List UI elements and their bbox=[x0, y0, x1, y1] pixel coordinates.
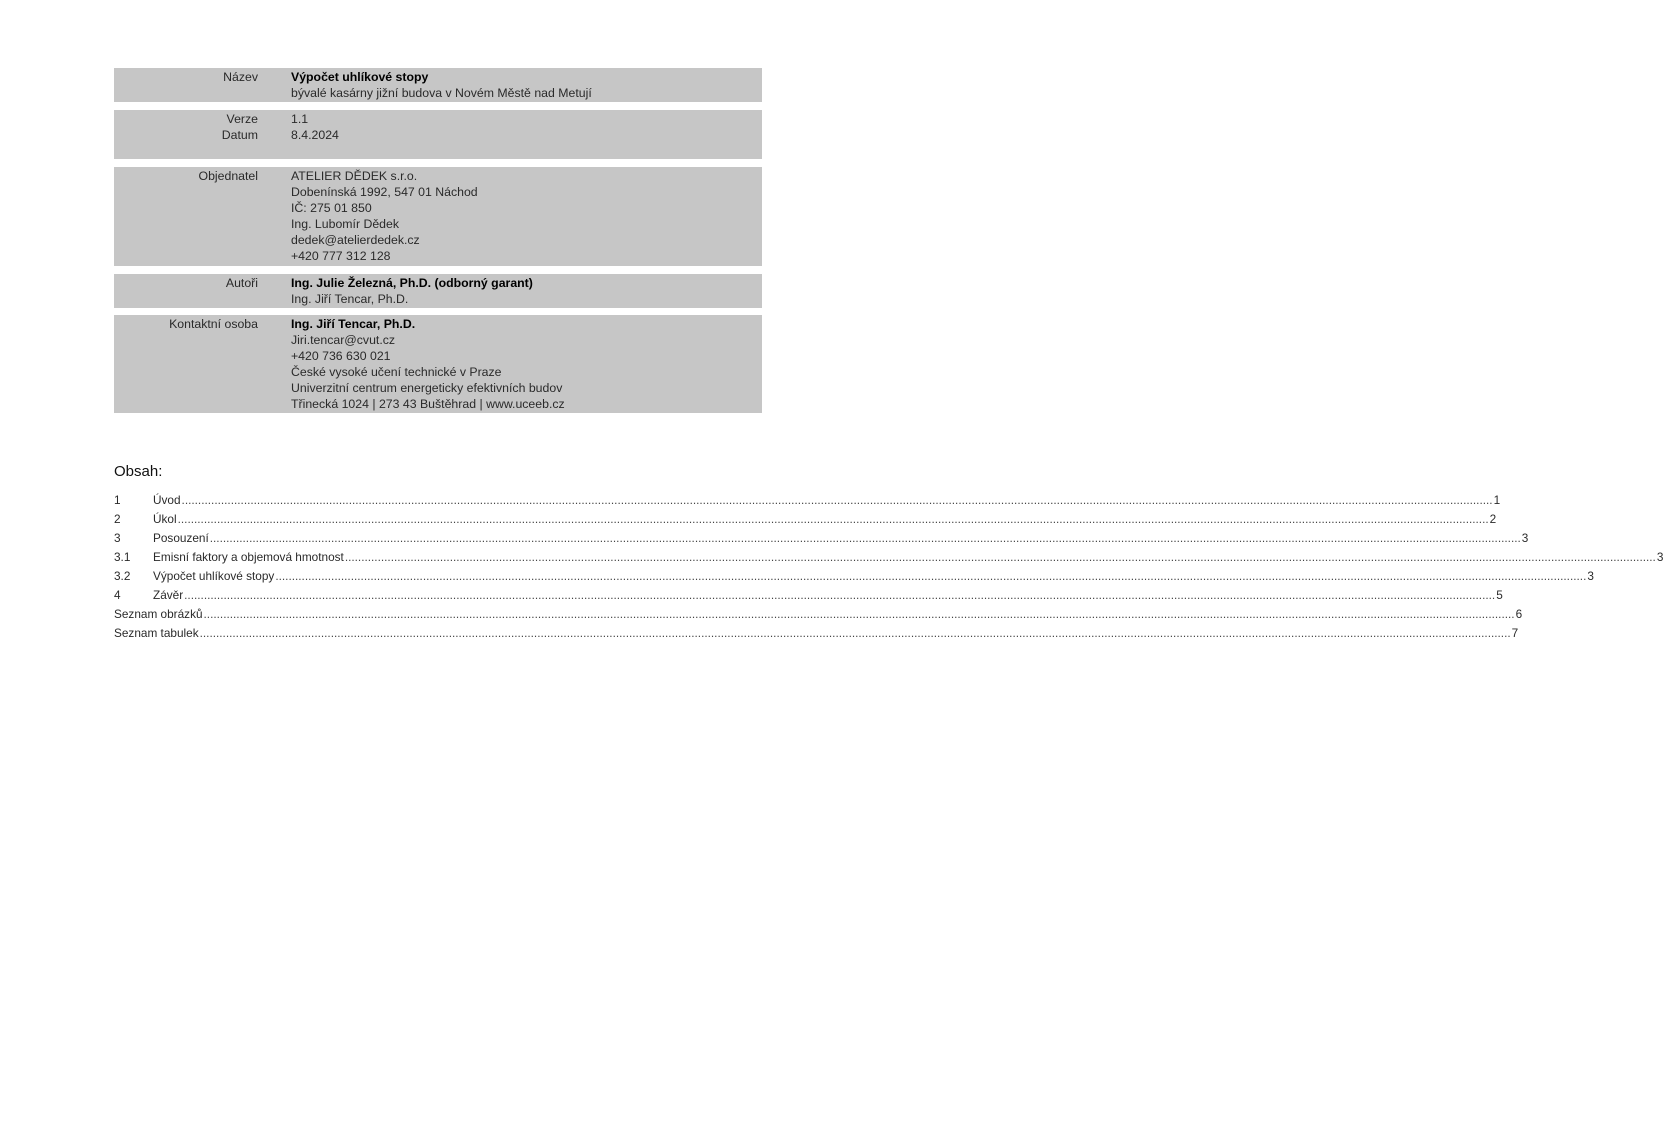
field-value: 8.4.2024 bbox=[291, 128, 339, 142]
toc-entry[interactable] bbox=[114, 588, 1503, 607]
toc-entry-title: Úvod bbox=[153, 493, 181, 507]
toc-leader-dots: ................................................................................................................................................................................................................................................................................................................................................................................................................ bbox=[209, 531, 1521, 545]
toc-entry-title: Výpočet uhlíkové stopy bbox=[153, 569, 275, 583]
field-value: Třinecká 1024 | 273 43 Buštěhrad | www.uceeb.cz bbox=[291, 397, 565, 411]
toc-entry-page: 2 bbox=[1489, 512, 1497, 526]
version-block bbox=[114, 110, 762, 159]
info-row bbox=[114, 348, 762, 364]
toc-entry-page: 1 bbox=[1493, 493, 1501, 507]
info-row bbox=[114, 85, 762, 101]
toc-leader-dots: ................................................................................................................................................................................................................................................................................................................................................................................................................ bbox=[203, 607, 1515, 621]
toc-entry-number: 4 bbox=[114, 588, 121, 602]
field-value: Dobenínská 1992, 547 01 Náchod bbox=[291, 185, 478, 199]
field-value: České vysoké učení technické v Praze bbox=[291, 365, 502, 379]
toc-entry-number: 2 bbox=[114, 512, 121, 526]
toc-leader-dots: ................................................................................................................................................................................................................................................................................................................................................................................................................ bbox=[177, 512, 1489, 526]
info-row bbox=[114, 332, 762, 348]
info-row bbox=[114, 216, 762, 232]
field-label: Datum bbox=[221, 128, 258, 142]
field-label: Název bbox=[223, 70, 258, 84]
field-value: Jiri.tencar@cvut.cz bbox=[291, 333, 396, 347]
field-label: Autoři bbox=[225, 276, 258, 290]
authors-block bbox=[114, 274, 762, 308]
client-block bbox=[114, 167, 762, 266]
field-value: dedek@atelierdedek.cz bbox=[291, 233, 420, 247]
field-value: 1.1 bbox=[291, 112, 309, 126]
info-row bbox=[114, 364, 762, 380]
title-block bbox=[114, 68, 762, 102]
info-row bbox=[114, 248, 762, 264]
toc-entry-number: 3.1 bbox=[114, 550, 131, 564]
table-of-contents bbox=[114, 493, 1663, 645]
info-row bbox=[114, 184, 762, 200]
info-row bbox=[114, 111, 762, 127]
toc-entry-title: Závěr bbox=[153, 588, 184, 602]
toc-leader-dots: ................................................................................................................................................................................................................................................................................................................................................................................................................ bbox=[344, 550, 1656, 564]
toc-entry-page: 5 bbox=[1496, 588, 1503, 602]
field-value: Ing. Lubomír Dědek bbox=[291, 217, 400, 231]
toc-title: Obsah: bbox=[114, 463, 163, 480]
info-row bbox=[114, 168, 762, 184]
info-row bbox=[114, 316, 762, 332]
toc-entry-number: 1 bbox=[114, 493, 121, 507]
toc-entry-page: 3 bbox=[1587, 569, 1594, 583]
toc-entry[interactable] bbox=[114, 512, 1497, 531]
toc-entry-page: 7 bbox=[1511, 626, 1519, 640]
field-value: IČ: 275 01 850 bbox=[291, 201, 372, 215]
field-value: Ing. Jiří Tencar, Ph.D. bbox=[291, 292, 409, 306]
field-value: Ing. Jiří Tencar, Ph.D. bbox=[291, 317, 416, 331]
field-value: +420 736 630 021 bbox=[291, 349, 391, 363]
toc-entry-page: 6 bbox=[1515, 607, 1523, 621]
field-value: Výpočet uhlíkové stopy bbox=[291, 70, 429, 84]
field-value: Univerzitní centrum energeticky efektivních budov bbox=[291, 381, 563, 395]
toc-entry-number: 3.2 bbox=[114, 569, 131, 583]
toc-entry[interactable] bbox=[114, 531, 1529, 550]
toc-entry[interactable] bbox=[114, 493, 1501, 512]
toc-entry-page: 3 bbox=[1521, 531, 1529, 545]
toc-entry-number: 3 bbox=[114, 531, 121, 545]
toc-entry[interactable] bbox=[114, 607, 1523, 626]
field-value: bývalé kasárny jižní budova v Novém Městě nad Metují bbox=[291, 86, 592, 100]
field-label: Kontaktní osoba bbox=[169, 317, 258, 331]
info-row bbox=[114, 275, 762, 291]
info-row bbox=[114, 232, 762, 248]
toc-leader-dots: ................................................................................................................................................................................................................................................................................................................................................................................................................ bbox=[275, 569, 1587, 583]
field-value: ATELIER DĚDEK s.r.o. bbox=[291, 169, 418, 183]
info-row bbox=[114, 291, 762, 307]
toc-leader-dots: ................................................................................................................................................................................................................................................................................................................................................................................................................ bbox=[181, 493, 1493, 507]
toc-entry-title: Seznam obrázků bbox=[114, 607, 203, 621]
info-row bbox=[114, 127, 762, 143]
toc-entry[interactable] bbox=[114, 550, 1663, 569]
toc-entry-page: 3 bbox=[1656, 550, 1663, 564]
field-label: Verze bbox=[226, 112, 258, 126]
toc-entry[interactable] bbox=[114, 569, 1594, 588]
toc-entry-title: Posouzení bbox=[153, 531, 209, 545]
info-row bbox=[114, 200, 762, 216]
field-value: Ing. Julie Železná, Ph.D. (odborný garant) bbox=[291, 276, 533, 290]
info-row bbox=[114, 69, 762, 85]
toc-entry[interactable] bbox=[114, 626, 1519, 645]
info-row bbox=[114, 380, 762, 396]
toc-entry-title: Úkol bbox=[153, 512, 177, 526]
contact-block bbox=[114, 315, 762, 413]
field-label: Objednatel bbox=[198, 169, 258, 183]
info-row bbox=[114, 396, 762, 412]
toc-leader-dots: ................................................................................................................................................................................................................................................................................................................................................................................................................ bbox=[199, 626, 1511, 640]
toc-entry-title: Seznam tabulek bbox=[114, 626, 199, 640]
field-value: +420 777 312 128 bbox=[291, 249, 391, 263]
toc-entry-title: Emisní faktory a objemová hmotnost bbox=[153, 550, 344, 564]
toc-leader-dots: ................................................................................................................................................................................................................................................................................................................................................................................................................ bbox=[184, 588, 1496, 602]
